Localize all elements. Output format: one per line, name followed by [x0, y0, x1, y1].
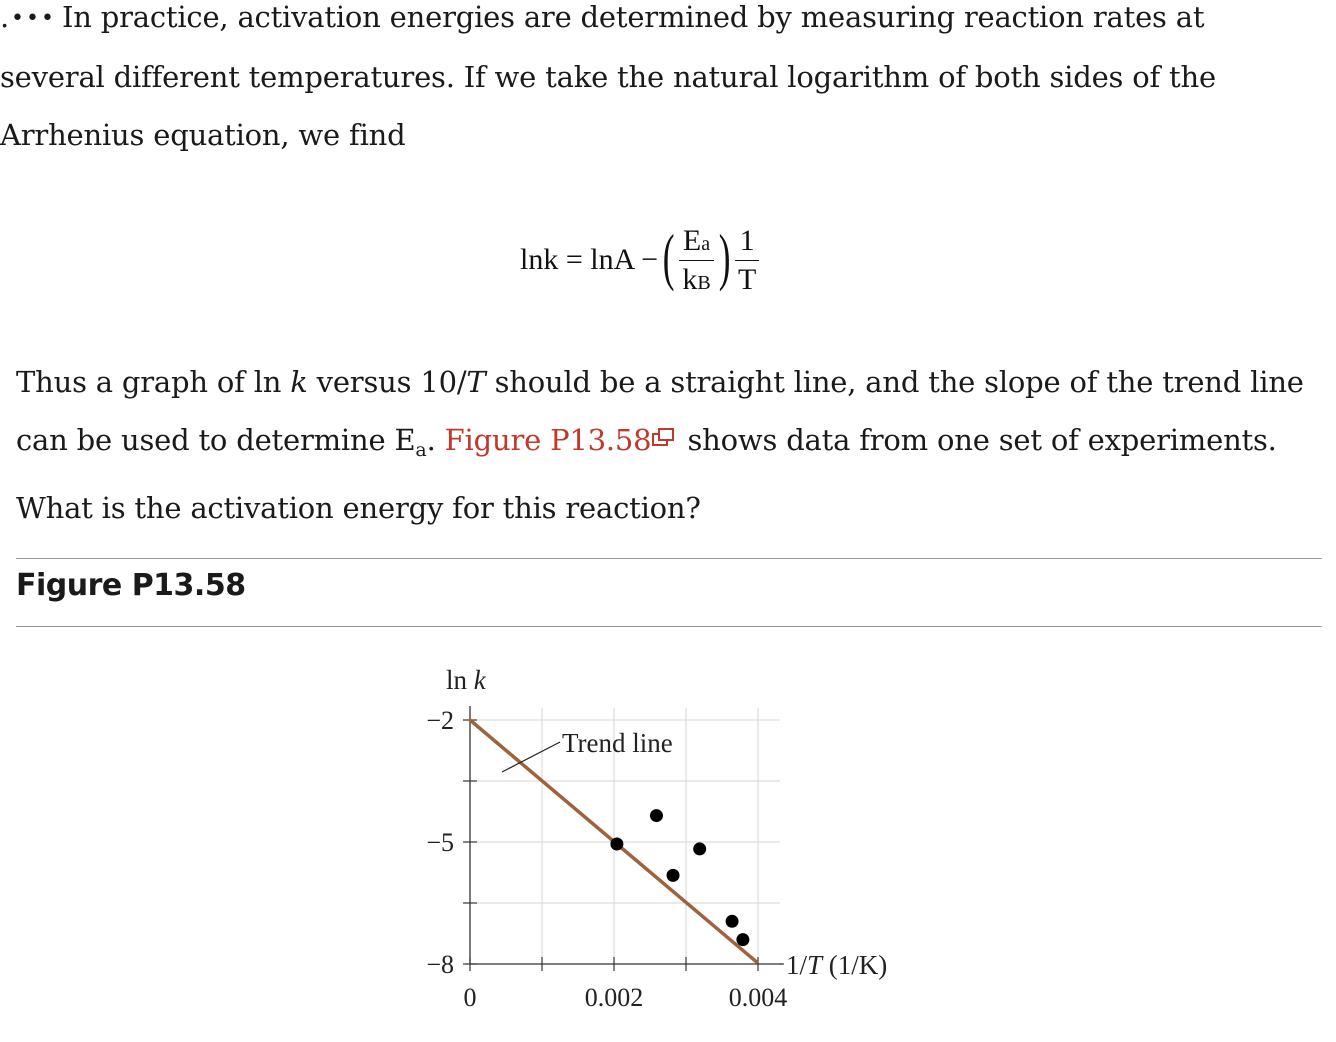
axis-labels — [446, 665, 887, 980]
x-tick-label: 0 — [463, 983, 477, 1012]
problem-question — [16, 353, 1316, 537]
data-point — [736, 933, 749, 946]
y-tick-label: −5 — [426, 828, 454, 857]
ea-over-kb — [679, 223, 713, 296]
question-text-c: should be a straight line, and the slope of the trend line can be used to determine E — [16, 365, 1304, 457]
question-text-a: Thus a graph of ln — [16, 365, 291, 399]
popup-icon[interactable] — [652, 428, 672, 444]
question-sub-a: a — [415, 439, 427, 461]
question-text-d: . — [426, 423, 445, 457]
eq-T: T — [735, 260, 759, 295]
figure-link[interactable]: Figure P13.58 — [444, 423, 652, 457]
data-point — [693, 842, 706, 855]
y-axis-label: ln k — [446, 665, 486, 695]
x-axis-label: 1/T (1/K) — [786, 950, 888, 980]
x-tick-label: 0.004 — [728, 983, 788, 1012]
x-tick-label: 0.002 — [584, 983, 644, 1012]
trend-line-leader — [502, 742, 560, 772]
data-point — [610, 838, 623, 851]
arrhenius-equation: lnk = lnA − ( $\frac{Ea}{kB}$ ) $\frac{1}{T}$ — [520, 215, 759, 305]
eq-one: 1 — [739, 223, 755, 257]
arrhenius-plot — [0, 640, 1000, 1040]
eq-denominator: k — [682, 262, 698, 296]
data-point — [650, 809, 663, 822]
one-over-t — [735, 223, 759, 296]
question-k: k — [290, 365, 308, 399]
trend-line-label: Trend line — [562, 728, 673, 758]
question-text-b: versus 10/ — [307, 365, 467, 399]
eq-numerator-sub: a — [701, 232, 711, 255]
intro-text: In practice, activation energies are determined by measuring reaction rates at several different temperatures. If we take the natural logarithm of both sides of the Arrhenius equation, we find — [0, 0, 1216, 152]
eq-denominator-sub: B — [697, 271, 711, 294]
y-tick-label: −8 — [426, 950, 454, 979]
data-points — [610, 809, 749, 946]
figure-bottom-rule — [16, 626, 1322, 627]
y-tick-label: −2 — [426, 706, 454, 735]
figure-title: Figure P13.58 — [16, 568, 246, 603]
data-point — [726, 915, 739, 928]
difficulty-dots: ••• — [11, 6, 56, 31]
question-T: T — [466, 365, 486, 399]
problem-intro: .••• In practice, activation energies are determined by measuring reaction rates at several different temperatures. If we take the natural logarithm of both sides of the Arrhenius equation, we find — [0, 0, 1300, 164]
equation-lhs: lnk = lnA − — [520, 243, 659, 276]
data-point — [667, 869, 680, 882]
eq-numerator: E — [682, 223, 702, 257]
figure-top-rule — [16, 558, 1322, 559]
question-text-e: shows data from one set of experiments. What is the activation energy for this reaction? — [16, 423, 1277, 525]
